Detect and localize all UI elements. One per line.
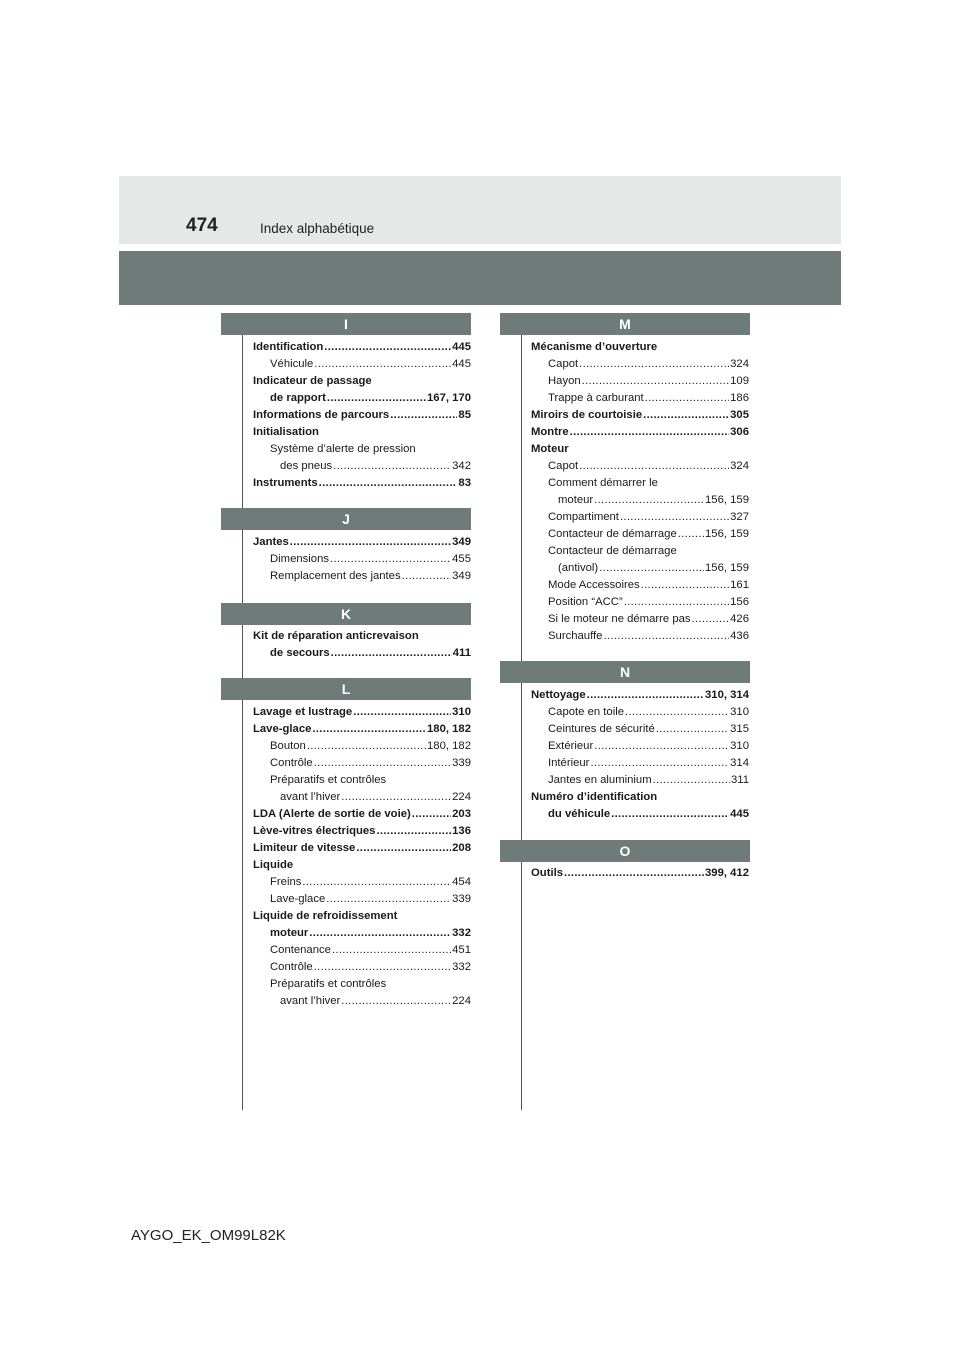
index-entry [531, 458, 749, 475]
index-entry [531, 441, 749, 458]
dot-leader [313, 356, 451, 373]
index-entry [253, 628, 471, 645]
header-band [119, 176, 841, 244]
entry-term: Informations de parcours [253, 409, 390, 421]
entry-page-ref[interactable]: 426 [730, 613, 749, 625]
dot-leader [598, 560, 704, 577]
entry-term: Nettoyage [531, 689, 586, 701]
index-entry [531, 543, 749, 560]
entry-page-ref[interactable]: 327 [730, 511, 749, 523]
dot-leader [313, 755, 451, 772]
dot-leader [329, 551, 451, 568]
entry-page-ref[interactable]: 339 [452, 893, 471, 905]
entry-term: Outils [531, 867, 564, 879]
entry-page-ref[interactable] [748, 789, 749, 806]
entry-page-ref[interactable]: 180, 182 [427, 740, 471, 752]
entry-term: Instruments [253, 477, 318, 489]
index-entry [253, 645, 471, 662]
entry-term: de rapport [270, 392, 326, 404]
entry-term: Freins [270, 876, 302, 888]
entry-page-ref[interactable]: 332 [452, 927, 471, 939]
index-entry [253, 551, 471, 568]
entry-term: Jantes en aluminium [548, 774, 652, 786]
entry-term: Si le moteur ne démarre pas [548, 613, 691, 625]
entry-term: Lave-glace [253, 723, 312, 735]
dot-leader [619, 509, 729, 526]
entry-term: Lavage et lustrage [253, 706, 353, 718]
dot-leader [419, 628, 470, 645]
entry-term: Initialisation [253, 426, 319, 438]
dot-leader [355, 840, 451, 857]
entry-term: Kit de réparation anticrevaison [253, 630, 419, 642]
index-entry [253, 823, 471, 840]
entry-page-ref[interactable]: 324 [730, 460, 749, 472]
index-entry [531, 475, 749, 492]
dot-leader [578, 356, 729, 373]
index-entry [531, 373, 749, 390]
index-entry [531, 755, 749, 772]
dot-leader [319, 424, 470, 441]
index-section-i [253, 339, 471, 492]
index-entry [253, 568, 471, 585]
index-entry [253, 942, 471, 959]
entry-page-ref[interactable]: 399, 412 [705, 867, 749, 879]
dot-leader [330, 645, 452, 662]
index-entry [531, 865, 749, 882]
entry-page-ref[interactable]: 339 [452, 757, 471, 769]
dot-leader [411, 806, 451, 823]
entry-page-ref[interactable]: 455 [452, 553, 471, 565]
dot-leader [593, 492, 704, 509]
dot-leader [331, 942, 451, 959]
entry-term: Moteur [531, 443, 569, 455]
dot-leader [293, 857, 470, 874]
entry-term: Indicateur de passage [253, 375, 372, 387]
dot-leader [610, 806, 729, 823]
index-section-l [253, 704, 471, 1010]
index-entry [253, 772, 471, 789]
entry-term: Mécanisme d’ouverture [531, 341, 658, 353]
entry-term: Contacteur de démarrage [548, 528, 677, 540]
dot-leader [642, 407, 729, 424]
index-entry [253, 534, 471, 551]
entry-page-ref[interactable] [470, 772, 471, 789]
dot-leader [332, 458, 451, 475]
entry-page-ref[interactable]: 454 [452, 876, 471, 888]
entry-term: des pneus [280, 460, 333, 472]
dot-leader [581, 373, 729, 390]
index-entry [253, 976, 471, 993]
entry-page-ref[interactable]: 85 [458, 409, 471, 421]
entry-page-ref[interactable]: 156, 159 [705, 562, 749, 574]
entry-page-ref[interactable] [748, 543, 749, 560]
dot-leader [325, 891, 451, 908]
entry-page-ref[interactable]: 136 [452, 825, 471, 837]
entry-page-ref[interactable]: 167, 170 [427, 392, 471, 404]
entry-term: Identification [253, 341, 324, 353]
entry-term: Véhicule [270, 358, 314, 370]
entry-term: LDA (Alerte de sortie de voie) [253, 808, 411, 820]
dot-leader [691, 611, 730, 628]
entry-term: Préparatifs et contrôles [270, 774, 387, 786]
entry-page-ref[interactable]: 186 [730, 392, 749, 404]
entry-term: Intérieur [548, 757, 590, 769]
dot-leader [397, 908, 470, 925]
dot-leader [401, 568, 452, 585]
page-title: Index alphabétique [260, 221, 375, 236]
section-header-k: K [221, 603, 471, 625]
entry-page-ref[interactable]: 224 [452, 995, 471, 1007]
index-entry [253, 356, 471, 373]
index-entry [531, 390, 749, 407]
header-dark-band [119, 251, 841, 305]
section-header-n: N [500, 661, 750, 683]
index-section-j [253, 534, 471, 585]
index-section-m [531, 339, 749, 645]
index-entry [253, 704, 471, 721]
entry-page-ref[interactable] [748, 475, 749, 492]
entry-term: Extérieur [548, 740, 594, 752]
entry-page-ref[interactable]: 306 [730, 426, 749, 438]
entry-term: avant l’hiver [280, 995, 341, 1007]
entry-page-ref[interactable]: 349 [452, 570, 471, 582]
index-entry [531, 509, 749, 526]
dot-leader [602, 628, 729, 645]
index-entry [253, 925, 471, 942]
entry-term: de secours [270, 647, 330, 659]
entry-term: Contrôle [270, 961, 313, 973]
entry-page-ref[interactable]: 203 [452, 808, 471, 820]
dot-leader [593, 738, 729, 755]
index-entry [253, 993, 471, 1010]
index-entry [531, 356, 749, 373]
entry-page-ref[interactable]: 342 [452, 460, 471, 472]
entry-term: Capot [548, 460, 579, 472]
dot-leader [326, 390, 426, 407]
entry-term: Contenance [270, 944, 331, 956]
entry-page-ref[interactable]: 445 [452, 341, 471, 353]
entry-term: Mode Accessoires [548, 579, 640, 591]
entry-page-ref[interactable] [470, 373, 471, 390]
entry-page-ref[interactable]: 156, 159 [705, 528, 749, 540]
dot-leader [301, 874, 451, 891]
index-entry [253, 840, 471, 857]
dot-leader [655, 721, 729, 738]
entry-page-ref[interactable]: 208 [452, 842, 471, 854]
entry-page-ref[interactable]: 332 [452, 961, 471, 973]
entry-page-ref[interactable]: 324 [730, 358, 749, 370]
entry-page-ref[interactable]: 224 [452, 791, 471, 803]
dot-leader [372, 373, 470, 390]
entry-term: Hayon [548, 375, 581, 387]
section-header-i: I [221, 313, 471, 335]
index-entry [531, 577, 749, 594]
dot-leader [658, 475, 748, 492]
dot-leader [313, 959, 451, 976]
dot-leader [289, 534, 451, 551]
entry-page-ref[interactable]: 305 [730, 409, 749, 421]
dot-leader [677, 543, 748, 560]
dot-leader [386, 772, 470, 789]
dot-leader [375, 823, 451, 840]
entry-term: avant l’hiver [280, 791, 341, 803]
entry-page-ref[interactable]: 349 [452, 536, 471, 548]
entry-term: (antivol) [558, 562, 599, 574]
entry-page-ref[interactable]: 314 [730, 757, 749, 769]
entry-term: Préparatifs et contrôles [270, 978, 387, 990]
entry-term: Jantes [253, 536, 289, 548]
entry-page-ref[interactable]: 445 [452, 358, 471, 370]
dot-leader [318, 475, 458, 492]
entry-page-ref[interactable] [470, 441, 471, 458]
entry-term: Liquide de refroidissement [253, 910, 398, 922]
entry-term: moteur [270, 927, 309, 939]
section-header-j: J [221, 508, 471, 530]
dot-leader [657, 339, 748, 356]
entry-term: Surchauffe [548, 630, 603, 642]
dot-leader [657, 789, 748, 806]
index-entry [253, 874, 471, 891]
page-number: 474 [186, 215, 218, 236]
index-entry [253, 738, 471, 755]
index-section-n [531, 687, 749, 823]
entry-page-ref[interactable] [470, 424, 471, 441]
entry-term: Compartiment [548, 511, 619, 523]
entry-page-ref[interactable]: 411 [452, 647, 471, 659]
entry-term: Capot [548, 358, 579, 370]
dot-leader [308, 925, 451, 942]
index-entry [253, 339, 471, 356]
entry-term: Contacteur de démarrage [548, 545, 677, 557]
entry-term: Miroirs de courtoisie [531, 409, 643, 421]
entry-page-ref[interactable]: 445 [730, 808, 749, 820]
entry-page-ref[interactable]: 436 [730, 630, 749, 642]
right-column-rule [521, 334, 522, 1110]
entry-term: Ceintures de sécurité [548, 723, 655, 735]
section-header-o: O [500, 840, 750, 862]
entry-page-ref[interactable]: 156, 159 [705, 494, 749, 506]
entry-term: Dimensions [270, 553, 330, 565]
entry-page-ref[interactable]: 310 [730, 706, 749, 718]
index-entry [531, 526, 749, 543]
dot-leader [624, 704, 729, 721]
index-entry [531, 721, 749, 738]
index-entry [253, 789, 471, 806]
index-entry [531, 424, 749, 441]
dot-leader [652, 772, 730, 789]
entry-term: Limiteur de vitesse [253, 842, 356, 854]
entry-page-ref[interactable]: 451 [452, 944, 471, 956]
dot-leader [640, 577, 729, 594]
dot-leader [389, 407, 457, 424]
section-header-l: L [221, 678, 471, 700]
entry-term: Capote en toile [548, 706, 624, 718]
footer-code: AYGO_EK_OM99L82K [131, 1227, 286, 1244]
dot-leader [340, 993, 451, 1010]
entry-term: Position “ACC” [548, 596, 623, 608]
index-entry [253, 721, 471, 738]
entry-page-ref[interactable]: 83 [458, 477, 471, 489]
entry-term: Liquide [253, 859, 294, 871]
dot-leader [323, 339, 451, 356]
dot-leader [569, 441, 748, 458]
index-entry [531, 594, 749, 611]
index-entry [531, 628, 749, 645]
index-entry [253, 755, 471, 772]
entry-page-ref[interactable] [748, 441, 749, 458]
entry-term: Lève-vitres électriques [253, 825, 376, 837]
index-entry [253, 806, 471, 823]
entry-page-ref[interactable]: 161 [730, 579, 749, 591]
index-entry [531, 738, 749, 755]
entry-page-ref[interactable] [470, 628, 471, 645]
index-entry [253, 373, 471, 390]
entry-term: Système d’alerte de pression [270, 443, 416, 455]
dot-leader [311, 721, 426, 738]
dot-leader [623, 594, 729, 611]
index-entry [253, 441, 471, 458]
index-entry [253, 908, 471, 925]
index-entry [253, 424, 471, 441]
index-entry [531, 704, 749, 721]
index-section-o [531, 865, 749, 882]
dot-leader [589, 755, 729, 772]
entry-term: Remplacement des jantes [270, 570, 401, 582]
entry-term: du véhicule [548, 808, 611, 820]
index-entry [531, 772, 749, 789]
index-entry [253, 475, 471, 492]
left-column-rule [242, 334, 243, 1110]
entry-term: Contrôle [270, 757, 313, 769]
entry-page-ref[interactable]: 310 [730, 740, 749, 752]
index-entry [531, 492, 749, 509]
dot-leader [563, 865, 704, 882]
dot-leader [416, 441, 470, 458]
section-header-m: M [500, 313, 750, 335]
entry-term: Bouton [270, 740, 306, 752]
index-section-k [253, 628, 471, 662]
dot-leader [569, 424, 729, 441]
entry-term: Trappe à carburant [548, 392, 644, 404]
dot-leader [306, 738, 426, 755]
dot-leader [578, 458, 729, 475]
index-entry [253, 857, 471, 874]
entry-page-ref[interactable]: 315 [730, 723, 749, 735]
dot-leader [586, 687, 704, 704]
index-entry [253, 959, 471, 976]
dot-leader [352, 704, 451, 721]
index-entry [531, 806, 749, 823]
index-entry [253, 390, 471, 407]
entry-page-ref[interactable] [470, 908, 471, 925]
entry-page-ref[interactable]: 180, 182 [427, 723, 471, 735]
dot-leader [340, 789, 451, 806]
entry-term: Lave-glace [270, 893, 326, 905]
entry-page-ref[interactable] [470, 857, 471, 874]
entry-page-ref[interactable]: 109 [730, 375, 749, 387]
index-entry [253, 458, 471, 475]
entry-page-ref[interactable] [470, 976, 471, 993]
dot-leader [644, 390, 729, 407]
index-entry [531, 611, 749, 628]
dot-leader [386, 976, 470, 993]
entry-term: Numéro d’identification [531, 791, 658, 803]
entry-page-ref[interactable]: 310 [452, 706, 471, 718]
index-entry [531, 339, 749, 356]
dot-leader [677, 526, 704, 543]
entry-page-ref[interactable]: 310, 314 [705, 689, 749, 701]
index-entry [531, 407, 749, 424]
index-entry [531, 789, 749, 806]
entry-term: moteur [558, 494, 594, 506]
index-entry [531, 560, 749, 577]
index-entry [531, 687, 749, 704]
index-entry [253, 407, 471, 424]
entry-term: Comment démarrer le [548, 477, 658, 489]
index-entry [253, 891, 471, 908]
entry-term: Montre [531, 426, 569, 438]
entry-page-ref[interactable]: 156 [730, 596, 749, 608]
entry-page-ref[interactable]: 311 [730, 774, 749, 786]
entry-page-ref[interactable] [748, 339, 749, 356]
